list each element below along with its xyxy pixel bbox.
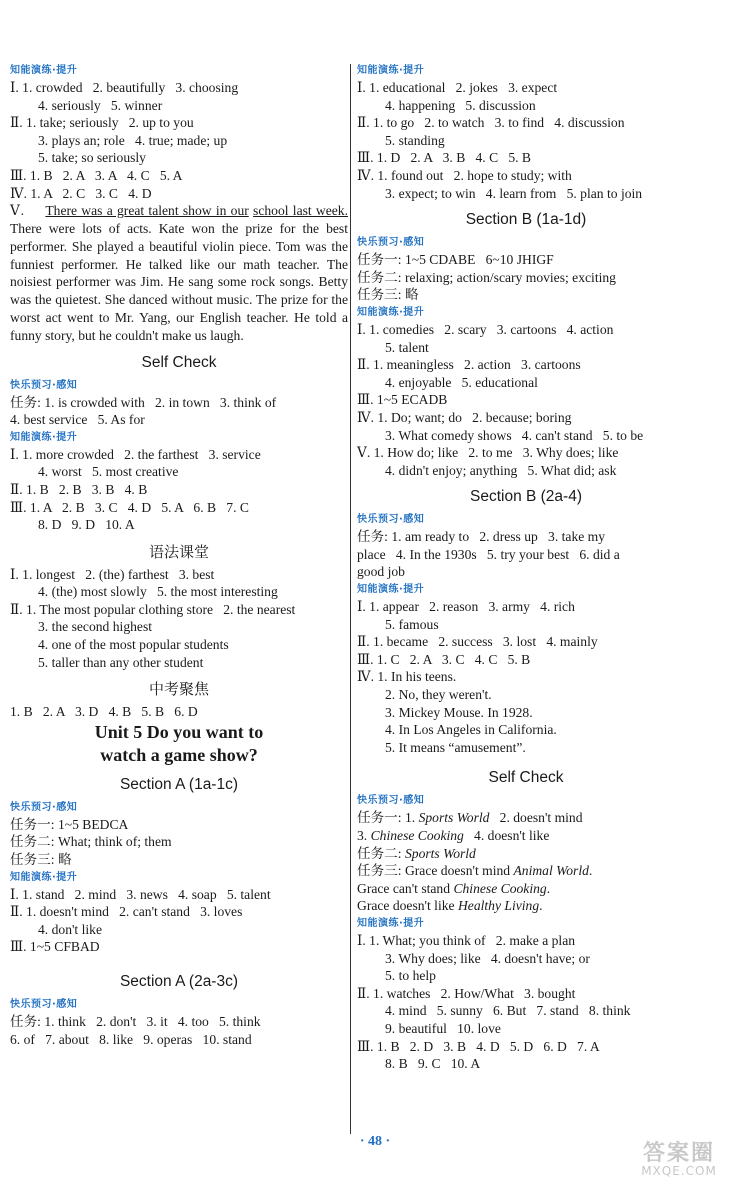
- column-divider: [350, 64, 351, 1134]
- section-tag: 知能演练·提升: [10, 65, 78, 76]
- answer-line: 5. talent: [385, 339, 429, 355]
- section-tag: 知能演练·提升: [357, 306, 425, 318]
- answer-line: 4. mind 5. sunny 6. But 7. stand 8. think: [385, 1003, 631, 1019]
- answer-line: Ⅲ. 1~5 ECADB: [357, 392, 448, 408]
- answer-line: Ⅱ. 1. take; seriously 2. up to you: [10, 115, 194, 131]
- answer-line: 9. beautiful 10. love: [385, 1020, 501, 1036]
- answer-line: 6. of 7. about 8. like 9. operas 10. stand: [10, 1031, 252, 1047]
- section-tag: 快乐预习·感知: [10, 379, 78, 391]
- page-number: · 48 ·: [359, 1134, 391, 1149]
- left-column: [10, 62, 348, 1048]
- answer-line: Ⅰ. 1. more crowded 2. the farthest 3. service: [10, 446, 261, 462]
- answer-line: 4. enjoyable 5. educational: [385, 374, 538, 390]
- answer-line: 4. best service 5. As for: [10, 412, 145, 428]
- answer-line: Ⅰ. 1. stand 2. mind 3. news 4. soap 5. talent: [10, 886, 271, 902]
- answer-line: Ⅲ. 1. B 2. D 3. B 4. D 5. D 6. D 7. A: [357, 1038, 600, 1054]
- answer-line: Ⅳ. 1. Do; want; do 2. because; boring: [357, 409, 572, 425]
- answer-line: Ⅴ. 1. How do; like 2. to me 3. Why does; like: [357, 445, 619, 461]
- answer-line: 1. B 2. A 3. D 4. B 5. B 6. D: [10, 704, 198, 720]
- answer-line: 任务: 1. think 2. don't 3. it 4. too 5. think: [10, 1014, 261, 1029]
- section-title: Self Check: [488, 769, 564, 787]
- section-title: Section B (1a-1d): [465, 211, 587, 229]
- answer-line: Ⅰ. 1. comedies 2. scary 3. cartoons 4. action: [357, 321, 614, 337]
- answer-line: Ⅱ. 1. became 2. success 3. lost 4. mainly: [357, 634, 598, 650]
- right-column: [357, 62, 695, 1073]
- answer-line: Ⅱ. 1. watches 2. How/What 3. bought: [357, 985, 576, 1001]
- answer-line: 3. Mickey Mouse. In 1928.: [385, 704, 533, 720]
- answer-line: 3. plays an; role 4. true; made; up: [38, 132, 228, 148]
- answer-line: Ⅰ. 1. crowded 2. beautifully 3. choosing: [10, 80, 239, 95]
- answer-line: 3. Why does; like 4. doesn't have; or: [385, 950, 590, 966]
- answer-line: Ⅲ. 1. A 2. B 3. C 4. D 5. A 6. B 7. C: [10, 499, 249, 515]
- unit-title: Unit 5 Do you want to: [94, 721, 264, 742]
- answer-line: 8. B 9. C 10. A: [385, 1056, 481, 1072]
- answer-line: 任务二: What; think of; them: [10, 834, 172, 850]
- answer-line: Ⅳ. 1. found out 2. hope to study; with: [357, 167, 572, 183]
- answer-line: 5. standing: [385, 132, 445, 148]
- answer-line: Ⅱ. 1. doesn't mind 2. can't stand 3. loves: [10, 904, 243, 920]
- section-tag: 知能演练·提升: [357, 917, 425, 929]
- answer-line: Ⅲ. 1. B 2. A 3. A 4. C 5. A: [10, 167, 183, 183]
- answer-line: Ⅰ. 1. appear 2. reason 3. army 4. rich: [357, 599, 575, 615]
- answer-line: 4. In Los Angeles in California.: [385, 722, 557, 738]
- watermark-logo: 答案圈 MXQE.COM: [641, 1141, 717, 1178]
- answer-line: 4. (the) most slowly 5. the most interesting: [38, 584, 278, 600]
- section-tag: 知能演练·提升: [357, 65, 425, 76]
- answer-line: 5. to help: [385, 968, 436, 984]
- answer-line: 4. didn't enjoy; anything 5. What did; ask: [385, 462, 617, 478]
- answer-line: Grace can't stand Chinese Cooking.: [357, 880, 551, 896]
- italic-title: Healthy Living: [457, 898, 540, 914]
- answer-line: 任务三: Grace doesn't mind Animal World.: [357, 863, 593, 879]
- answer-line: 3. Chinese Cooking 4. doesn't like: [357, 828, 550, 843]
- answer-line: 任务二: Sports World: [357, 845, 476, 861]
- answer-line: Ⅱ. 1. The most popular clothing store 2. the nearest: [10, 601, 296, 617]
- section-title: Section B (2a-4): [470, 488, 582, 506]
- section-tag: 知能演练·提升: [10, 871, 78, 883]
- italic-title: Chinese Cooking: [370, 828, 464, 843]
- italic-title: Animal World: [513, 863, 589, 879]
- section-title: 语法课堂: [148, 542, 209, 561]
- answer-line: 任务二: relaxing; action/scary movies; exciting: [357, 269, 616, 285]
- answer-line: 任务一: 1~5 CDABE 6~10 JHIGF: [357, 252, 554, 268]
- answer-line: Ⅰ. 1. educational 2. jokes 3. expect: [357, 80, 558, 95]
- answer-line: 5. famous: [385, 616, 439, 632]
- answer-line: 4. one of the most popular students: [38, 637, 229, 653]
- answer-line: 4. worst 5. most creative: [38, 464, 179, 480]
- answer-line: Ⅲ. 1~5 CFBAD: [10, 939, 100, 955]
- answer-line: Ⅳ. 1. A 2. C 3. C 4. D: [10, 185, 152, 201]
- answer-line: 3. the second highest: [38, 619, 153, 635]
- section-title: Section A (2a-3c): [119, 973, 239, 990]
- answer-line: 任务: 1. is crowded with 2. in town 3. think of: [10, 394, 277, 410]
- section-tag: 快乐预习·感知: [357, 514, 425, 526]
- answer-line: 4. happening 5. discussion: [385, 97, 536, 113]
- answer-line: Ⅲ. 1. C 2. A 3. C 4. C 5. B: [357, 651, 531, 667]
- answer-line: 5. It means “amusement”.: [385, 739, 526, 755]
- section-tag: 快乐预习·感知: [10, 999, 78, 1010]
- underlined-sentence: There was a great talent show in our: [45, 203, 249, 219]
- paragraph-label: Ⅴ.: [10, 203, 25, 219]
- section-tag: 知能演练·提升: [10, 431, 78, 443]
- writing-paragraph: [10, 202, 348, 344]
- answer-line: 任务一: 1. Sports World 2. doesn't mind: [357, 810, 583, 826]
- answer-line: Grace doesn't like Healthy Living.: [357, 898, 543, 914]
- answer-line: Ⅱ. 1. to go 2. to watch 3. to find 4. discussion: [357, 115, 625, 131]
- answer-line: 任务三: 略: [10, 852, 72, 868]
- answer-line: Ⅰ. 1. longest 2. (the) farthest 3. best: [10, 566, 215, 582]
- paragraph-text: There were lots of acts. Kate won the prize for the best performer. She played a beautiful violin piece. Tom was the funniest performer. He talked like our math teacher. The noisiest performer was Jim. He sang some rock songs. Betty was the quietest. She danced without music. The prize for the worst act went to Mr. Yang, our English teacher. He told a funny story, but he couldn't make us laugh.: [10, 220, 348, 343]
- answer-line: 3. expect; to win 4. learn from 5. plan to join: [385, 185, 643, 201]
- section-title: Self Check: [141, 353, 217, 371]
- section-tag: 快乐预习·感知: [10, 801, 78, 813]
- answer-line: Ⅳ. 1. In his teens.: [357, 669, 457, 685]
- answer-line: 3. What comedy shows 4. can't stand 5. to be: [385, 427, 644, 443]
- answer-line: 4. seriously 5. winner: [38, 97, 163, 113]
- section-tag: 知能演练·提升: [357, 584, 425, 596]
- answer-line: good job: [357, 564, 405, 580]
- underlined-sentence: school last week.: [253, 203, 349, 219]
- section-tag: 快乐预习·感知: [357, 237, 425, 249]
- answer-line: 任务三: 略: [357, 287, 419, 303]
- answer-line: 2. No, they weren't.: [385, 687, 492, 703]
- answer-line: Ⅱ. 1. B 2. B 3. B 4. B: [10, 481, 148, 497]
- section-tag: 快乐预习·感知: [357, 795, 425, 807]
- italic-title: Chinese Cooking: [453, 880, 547, 896]
- answer-line: 5. taller than any other student: [38, 654, 204, 670]
- italic-title: Sports World: [404, 845, 476, 861]
- answer-line: 4. don't like: [38, 921, 102, 937]
- answer-line: 5. take; so seriously: [38, 150, 146, 166]
- answer-line: 8. D 9. D 10. A: [38, 517, 135, 533]
- unit-title: watch a game show?: [100, 744, 258, 765]
- section-title: Section A (1a-1c): [119, 775, 239, 793]
- answer-line: 任务一: 1~5 BEDCA: [10, 816, 129, 832]
- answer-line: Ⅲ. 1. D 2. A 3. B 4. C 5. B: [357, 150, 531, 166]
- answer-line: Ⅱ. 1. meaningless 2. action 3. cartoons: [357, 357, 581, 373]
- answer-line: 任务: 1. am ready to 2. dress up 3. take my: [357, 529, 606, 545]
- answer-line: place 4. In the 1930s 5. try your best 6. did a: [357, 546, 620, 562]
- section-title: 中考聚焦: [148, 680, 209, 699]
- answer-line: Ⅰ. 1. What; you think of 2. make a plan: [357, 932, 576, 948]
- italic-title: Sports World: [418, 810, 490, 826]
